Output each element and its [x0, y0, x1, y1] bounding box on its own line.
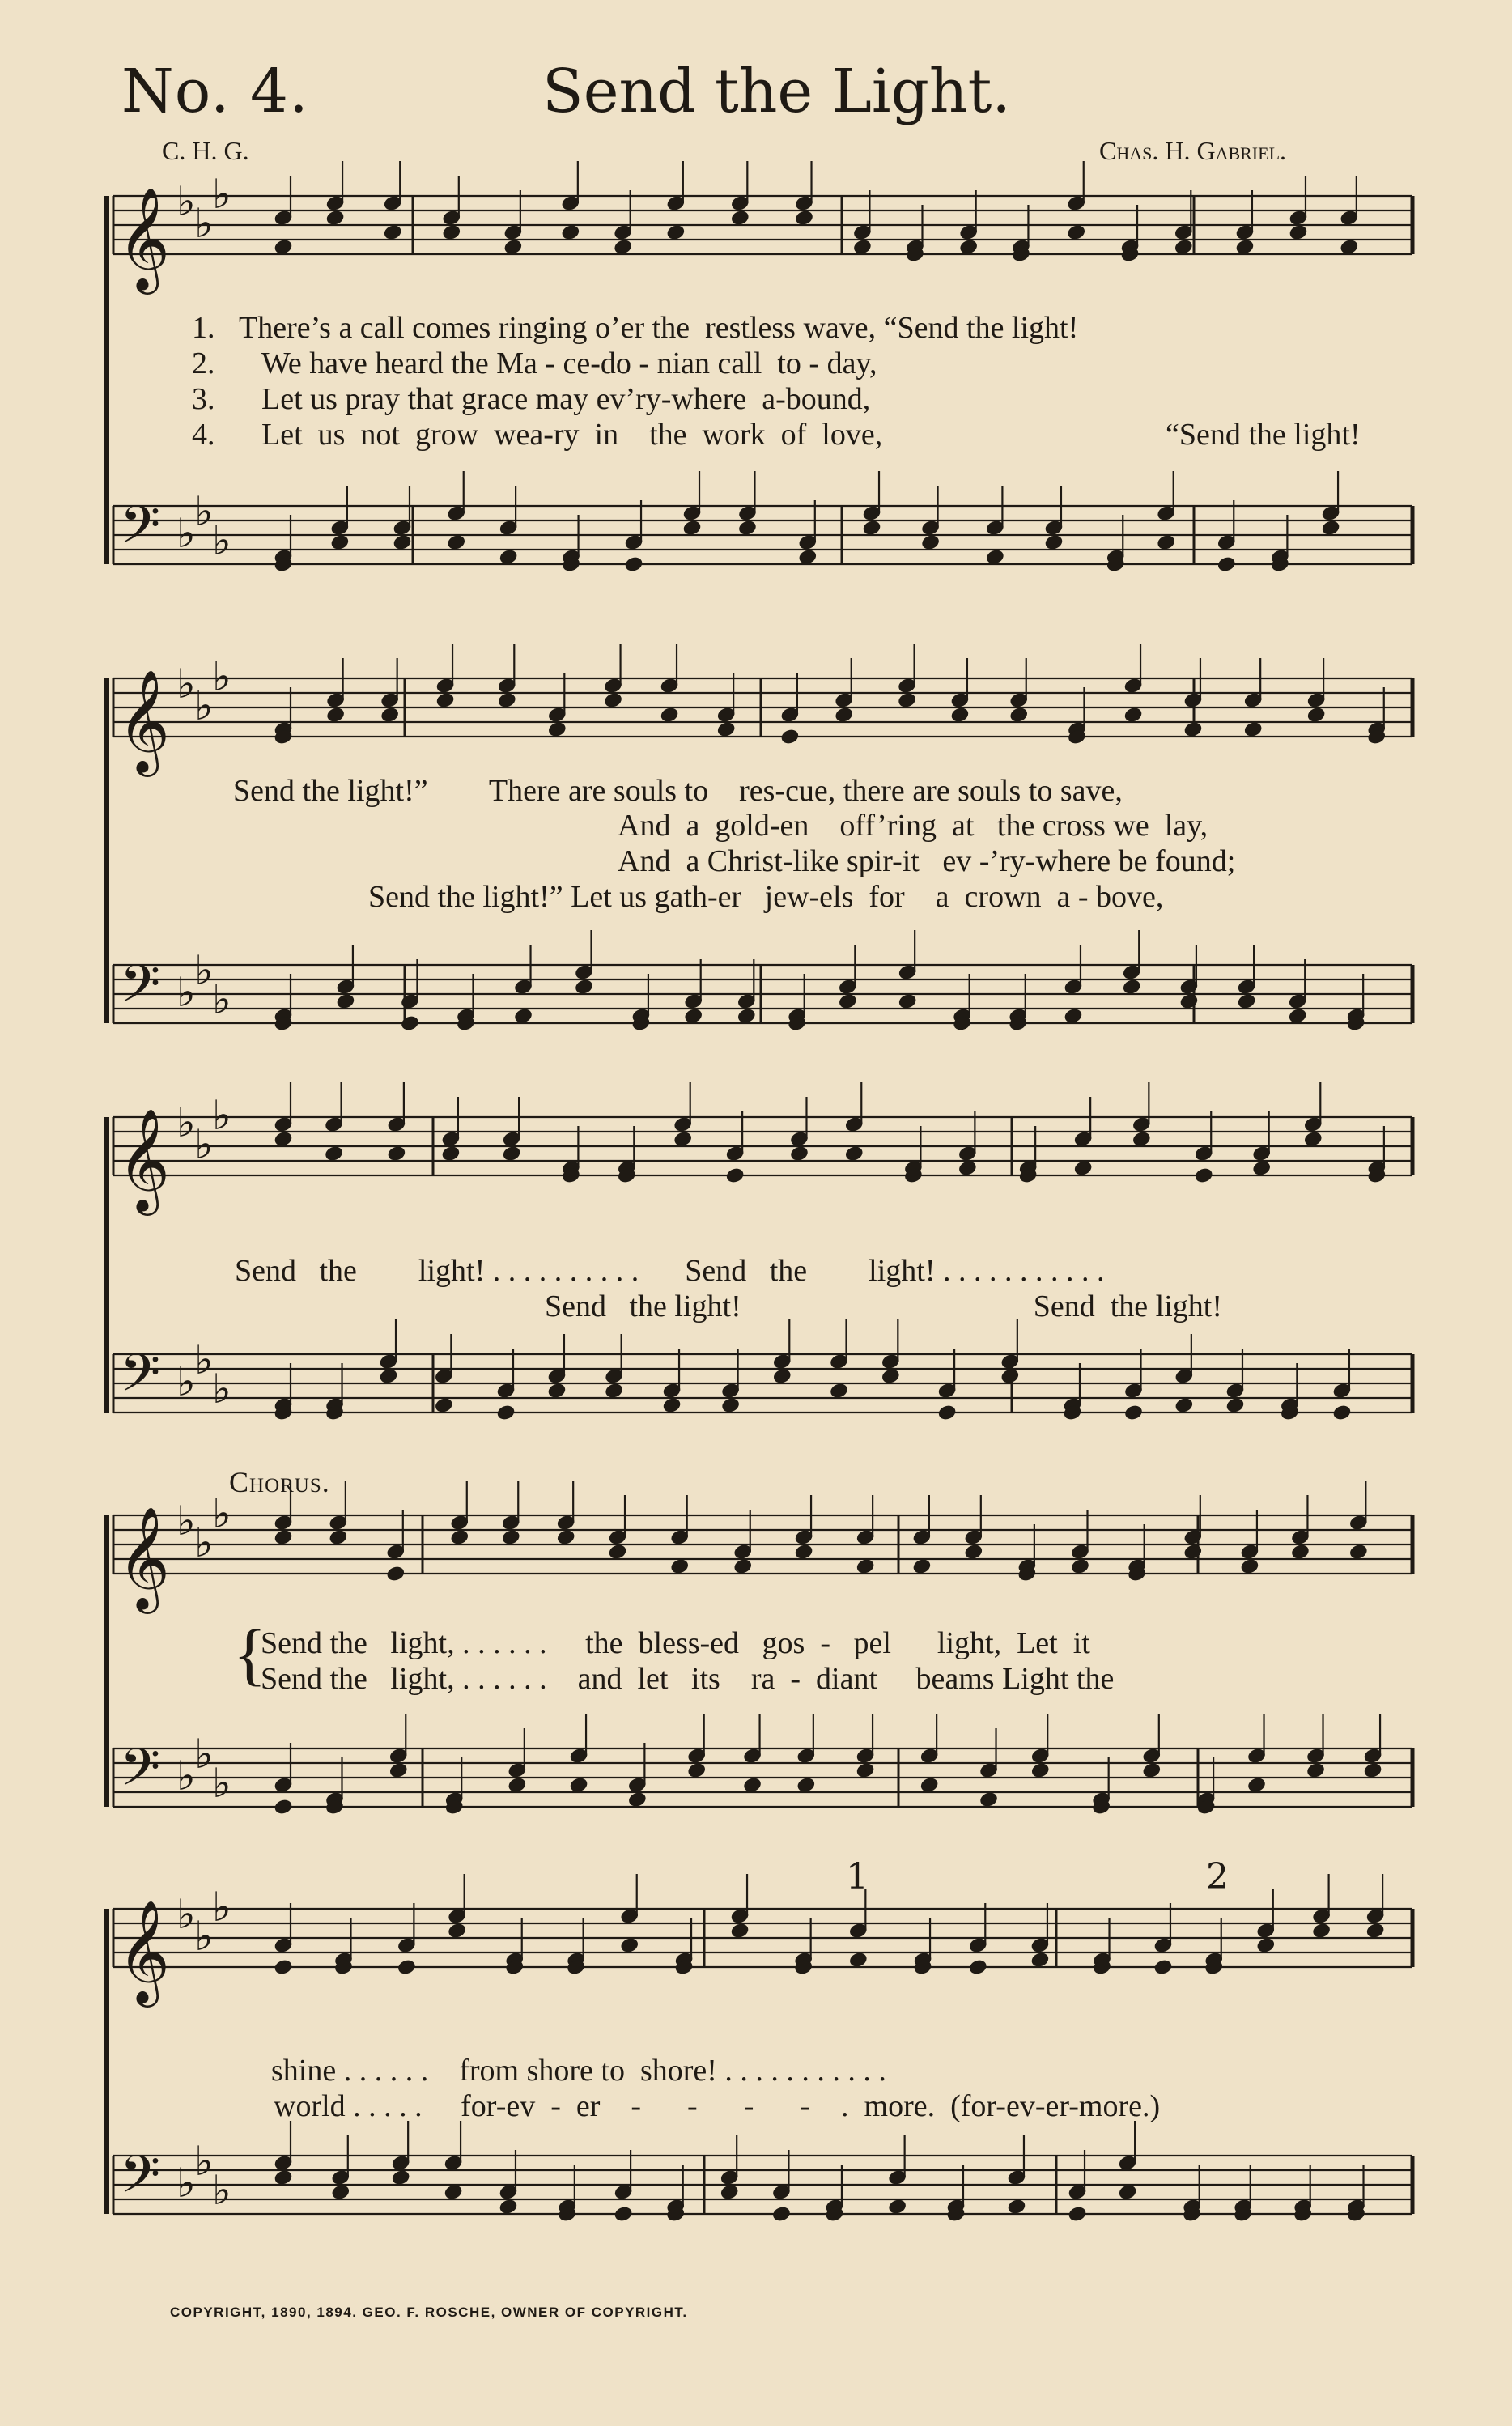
verse-3-num: 3.	[192, 382, 215, 416]
verse-3-line: Let us pray that grace may ev’ry-where a-bound,	[261, 382, 871, 416]
svg-text:♭: ♭	[212, 976, 231, 1023]
svg-text:♭: ♭	[176, 661, 196, 707]
s5-line-2: world . . . . . for-ev - er - - - - . more. (for-ev-er-more.)	[274, 2089, 1161, 2123]
s2-line-1: Send the light!” There are souls to res-cue, there are souls to save,	[233, 774, 1123, 808]
verse-4-num: 4.	[192, 418, 215, 452]
svg-text:♭: ♭	[194, 1519, 214, 1566]
svg-text:♭: ♭	[194, 2138, 214, 2185]
svg-text:♭: ♭	[176, 1891, 196, 1938]
copyright-notice: COPYRIGHT, 1890, 1894. GEO. F. ROSCHE, OWNER OF COPYRIGHT.	[170, 2305, 688, 2320]
verse-4-line: Let us not grow wea-ry in the work of love,	[261, 418, 883, 452]
svg-text:♭: ♭	[194, 682, 214, 729]
svg-text:♭: ♭	[194, 1121, 214, 1168]
verse-1-num: 1.	[192, 311, 215, 345]
s3-line-2: Send the light! Send the light!	[545, 1289, 1223, 1323]
chorus-label: Chorus.	[229, 1466, 330, 1498]
music-credit: Chas. H. Gabriel.	[1099, 136, 1287, 165]
svg-text:♭: ♭	[212, 517, 231, 564]
svg-text:𝄢: 𝄢	[120, 1344, 161, 1417]
s3-line-1: Send the light! . . . . . . . . . . Send the light! . . . . . . . . . . .	[235, 1254, 1105, 1288]
svg-text:𝄞: 𝄞	[117, 1506, 171, 1609]
svg-text:♭: ♭	[212, 2167, 231, 2214]
svg-text:♭: ♭	[212, 1366, 231, 1413]
svg-text:𝄞: 𝄞	[117, 1899, 171, 2003]
svg-text:♭: ♭	[194, 200, 214, 247]
svg-text:♭: ♭	[212, 1490, 231, 1537]
svg-text:♭: ♭	[176, 510, 196, 557]
chorus-line-1: Send the light, . . . . . . the bless-ed gos - pel light, Let it	[261, 1626, 1090, 1660]
verse-1-line: There’s a call comes ringing o’er the restless wave, “Send the light!	[239, 311, 1079, 345]
s5-line-1: shine . . . . . . from shore to shore! . . . . . . . . . . .	[271, 2054, 886, 2088]
svg-text:♭: ♭	[176, 969, 196, 1016]
hymn-title: Send the Light.	[542, 57, 1011, 126]
svg-text:♭: ♭	[212, 1884, 231, 1931]
svg-text:♭: ♭	[176, 1358, 196, 1405]
svg-text:♭: ♭	[176, 2160, 196, 2207]
verse-2-line: We have heard the Ma - ce-do - nian call to - day,	[261, 346, 877, 380]
svg-text:♭: ♭	[176, 1498, 196, 1544]
volta-2: 2	[1206, 1856, 1229, 1897]
chorus-line-2: Send the light, . . . . . . and let its ra - diant beams Light the	[261, 1662, 1115, 1696]
svg-text:𝄢: 𝄢	[120, 1738, 161, 1811]
svg-text:𝄞: 𝄞	[117, 1107, 171, 1211]
hymn-number: No. 4.	[121, 57, 309, 126]
svg-text:𝄞: 𝄞	[117, 186, 171, 290]
svg-text:♭: ♭	[212, 653, 231, 700]
svg-text:♭: ♭	[212, 171, 231, 218]
svg-text:𝄢: 𝄢	[120, 2145, 161, 2218]
verse-4-end: “Send the light!	[1166, 418, 1361, 452]
words-credit: C. H. G.	[162, 136, 249, 165]
svg-text:♭: ♭	[194, 947, 214, 994]
svg-text:♭: ♭	[176, 1099, 196, 1146]
svg-text:♭: ♭	[212, 1760, 231, 1807]
svg-text:♭: ♭	[194, 1731, 214, 1778]
svg-text:♭: ♭	[212, 1092, 231, 1139]
s2-line-2: And a gold-en off’ring at the cross we lay,	[618, 809, 1208, 843]
svg-text:𝄞: 𝄞	[117, 669, 171, 772]
volta-1: 1	[846, 1856, 869, 1897]
svg-text:𝄢: 𝄢	[120, 495, 161, 568]
svg-text:♭: ♭	[176, 178, 196, 225]
svg-text:♭: ♭	[194, 1913, 214, 1960]
s2-line-4: Send the light!” Let us gath-er jew-els for a crown a - bove,	[368, 880, 1164, 914]
svg-text:♭: ♭	[176, 1753, 196, 1799]
s2-line-3: And a Christ-like spir-it ev -’ry-where be found;	[618, 844, 1236, 878]
verse-2-num: 2.	[192, 346, 215, 380]
svg-text:♭: ♭	[194, 488, 214, 535]
svg-text:♭: ♭	[194, 1336, 214, 1383]
chorus-brace: {	[233, 1615, 267, 1693]
svg-text:𝄢: 𝄢	[120, 954, 161, 1027]
